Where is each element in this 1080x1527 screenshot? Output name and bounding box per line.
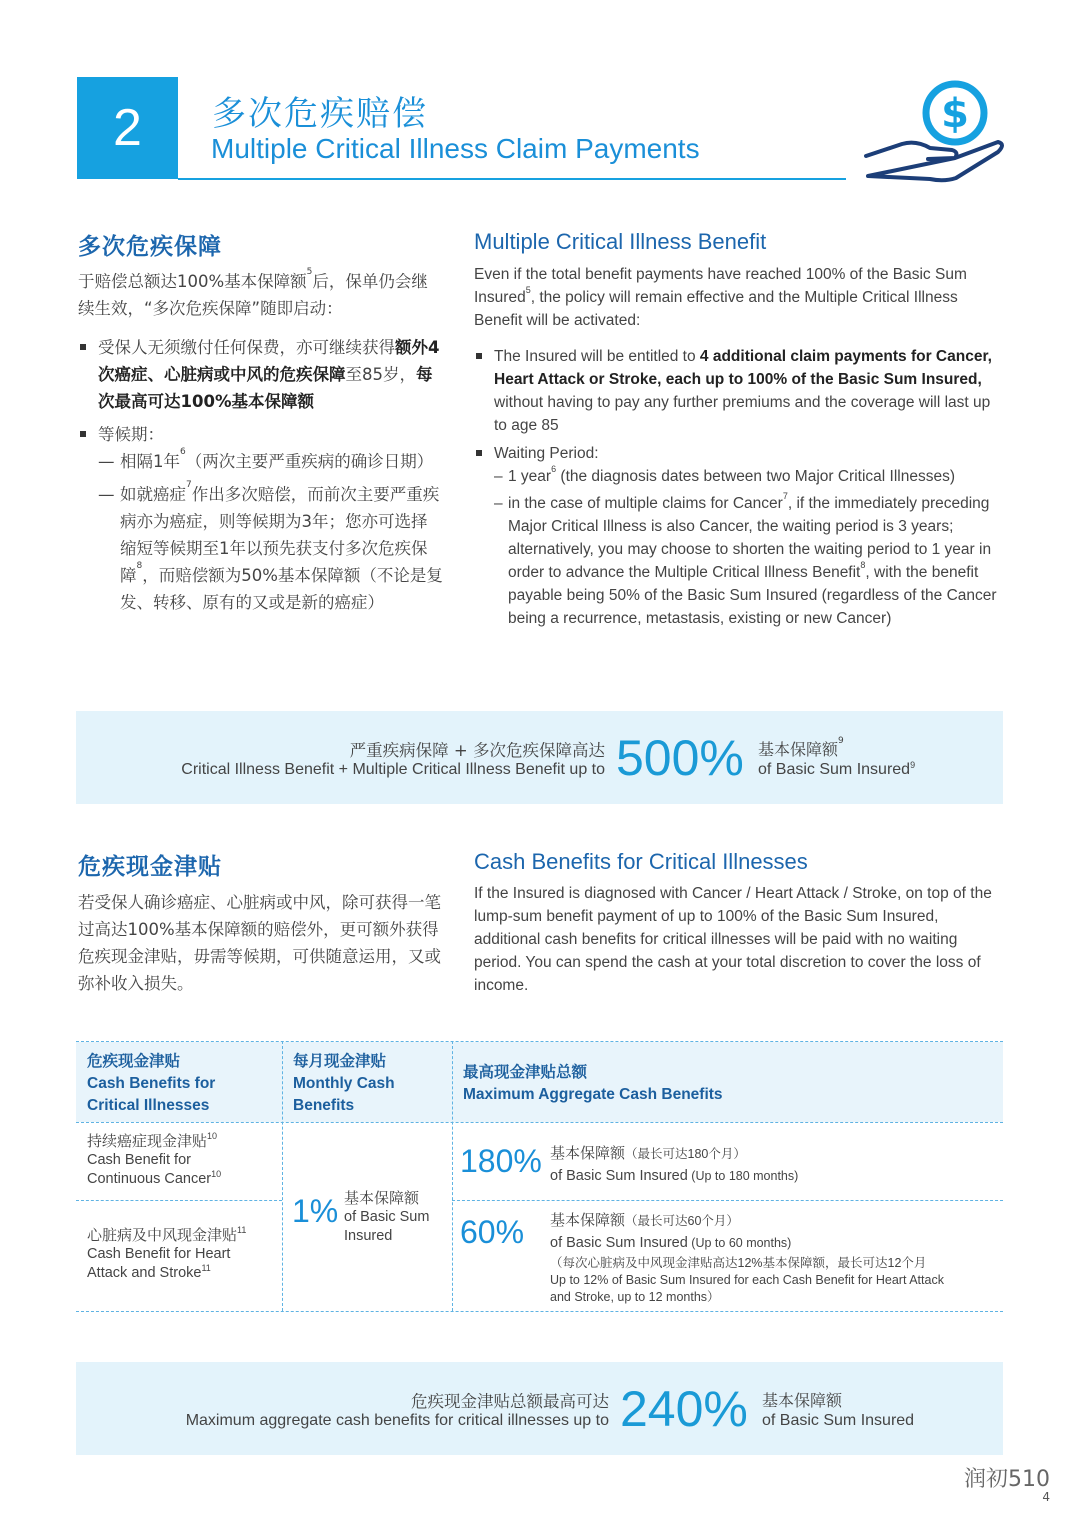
svg-text:$: $ — [941, 91, 969, 137]
bullet-zh-2: 等候期： — [78, 421, 443, 448]
col3-header: 最高现金津贴总额 Maximum Aggregate Cash Benefits — [463, 1064, 723, 1103]
monthly-unit: 基本保障额 of Basic Sum Insured — [344, 1190, 430, 1244]
table-col-divider-1 — [282, 1041, 283, 1311]
row2-note: （每次心脏病及中风现金津贴高达12%基本保障额，最长可达12个月 Up to 12% of Basic Sum Insured for each Cash Benefit for Heart Attack and Stroke, up to 12 months） — [550, 1256, 944, 1304]
multi-benefit-heading-zh: 多次危疾保障 — [78, 234, 222, 260]
table-rule-header — [76, 1122, 1003, 1123]
band2-value: 240% — [620, 1381, 748, 1437]
highlight-band-240 — [76, 1362, 1003, 1455]
row1-max-desc: 基本保障额（最长可达180个月） of Basic Sum Insured (Up to 180 months) — [550, 1145, 799, 1184]
col1-header: 危疾现金津贴 Cash Benefits for Critical Illnesses — [87, 1053, 216, 1114]
band1-unit-zh: 基本保障额$^9$ — [758, 736, 844, 759]
row2-max-desc: 基本保障额（最长可达60个月） of Basic Sum Insured (Up to 60 months) — [550, 1212, 792, 1251]
cash-body-zh: 若受保人确诊癌症、心脏病或中风，除可获得一笔过高达100%基本保障额的赔偿外，更可额外获得危疾现金津贴，毋需等候期，可供随意运用，又或弥补收入损失。 — [78, 893, 441, 993]
bullet-en-2: Waiting Period: — [474, 442, 1002, 465]
bullet-en-1: The Insured will be entitled to 4 additional claim payments for Cancer, Heart Attack or Stroke, each up to 100% of the Basic Sum Insured, without having to pay any further premiums and the coverage will last up to age 85 — [474, 345, 1002, 437]
table-rule-row1b — [452, 1200, 1003, 1201]
section-title-zh: 多次危疾赔偿 — [212, 94, 428, 134]
watermark: 润初510 — [964, 1467, 1050, 1492]
table-rule-bottom — [76, 1311, 1003, 1312]
table-col-divider-2 — [452, 1041, 453, 1311]
table-rule-top — [76, 1041, 1003, 1042]
col2-header: 每月现金津贴 Monthly Cash Benefits — [293, 1053, 395, 1114]
money-hand-icon — [860, 78, 1005, 188]
band2-label-zh: 危疾现金津贴总额最高可达 — [411, 1392, 609, 1411]
section-number: 2 — [77, 77, 178, 179]
bullet-zh-1: 受保人无须缴付任何保费，亦可继续获得额外4次癌症、心脏病或中风的危疾保障至85岁，每次最高可达100%基本保障额 — [78, 334, 443, 415]
band1-label-en: Critical Illness Benefit + Multiple Critical Illness Benefit up to — [181, 761, 605, 778]
row2-max-pct: 60% — [460, 1214, 525, 1250]
dash-zh-1: — 相隔1年$^6$（两次主要严重疾病的确诊日期） — [98, 447, 434, 471]
highlight-band-500 — [76, 711, 1003, 804]
band1-unit-en: of Basic Sum Insured$^9$ — [758, 760, 916, 778]
row1-max-pct: 180% — [460, 1143, 542, 1179]
monthly-pct: 1% — [292, 1193, 339, 1229]
dash-en-2: – in the case of multiple claims for Cancer$^7$, if the immediately preceding Major Critical Illness is also Cancer, the waiting period is 3 years; alternatively, you may choose to shorten the waiting period to 1 year in order to advance the Multiple Critical Illness Benefit$^8$, with the benefit payable being 50% of the Basic Sum Insured (regardless of the Cancer being a recurrence, metastasis, existing or new Cancer) — [494, 491, 997, 627]
cash-body-en: If the Insured is diagnosed with Cancer / Heart Attack / Stroke, on top of the lump-sum benefit payment of up to 100% of the Basic Sum Insured, additional cash benefits for critical illnesses will be paid with no waiting period. You can spend the cash at your total discretion to cover the loss of income. — [474, 885, 992, 994]
dash-zh-2: — 如就癌症$^7$作出多次赔偿，而前次主要严重疾病亦为癌症，则等候期为3年；您亦可选择缩短等候期至1年以预先获支付多次危疾保障$^8$，而赔偿额为50%基本保障额（不论是复发、转移、原有的又或是新的癌症） — [98, 480, 443, 612]
band2-label-en: Maximum aggregate cash benefits for critical illnesses up to — [185, 1412, 609, 1429]
section-title-en: Multiple Critical Illness Claim Payments — [211, 133, 700, 164]
title-underline — [178, 178, 846, 180]
table-rule-row1 — [76, 1200, 282, 1201]
band1-value: 500% — [616, 730, 744, 786]
multi-benefit-heading-en: Multiple Critical Illness Benefit — [474, 229, 767, 254]
row2-label: 心脏病及中风现金津贴$^{11}$ Cash Benefit for Heart Attack and Stroke$^{11}$ — [87, 1225, 247, 1281]
band2-unit-en: of Basic Sum Insured — [762, 1412, 915, 1429]
band1-label-zh: 严重疾病保障 + 多次危疾保障高达 — [349, 741, 605, 760]
cash-heading-en: Cash Benefits for Critical Illnesses — [474, 849, 808, 874]
intro-en: Even if the total benefit payments have reached 100% of the Basic Sum Insured$^5$, the policy will remain effective and the Multiple Critical Illness Benefit will be activated: — [474, 266, 967, 329]
row1-label: 持续癌症现金津贴$^{10}$ Cash Benefit for Continuous Cancer$^{10}$ — [87, 1131, 222, 1187]
multi-benefit-body-en — [474, 263, 1002, 630]
multi-benefit-body-zh — [78, 268, 443, 616]
page-number: 4 — [1042, 1490, 1050, 1504]
cash-heading-zh: 危疾现金津贴 — [78, 854, 222, 880]
dash-en-1: – 1 year$^6$ (the diagnosis dates between two Major Critical Illnesses) — [494, 464, 955, 485]
band2-unit-zh: 基本保障额 — [762, 1391, 843, 1410]
intro-zh: 于赔偿总额达100%基本保障额$^5$后，保单仍会继续生效，“多次危疾保障”随即启动： — [78, 267, 428, 318]
